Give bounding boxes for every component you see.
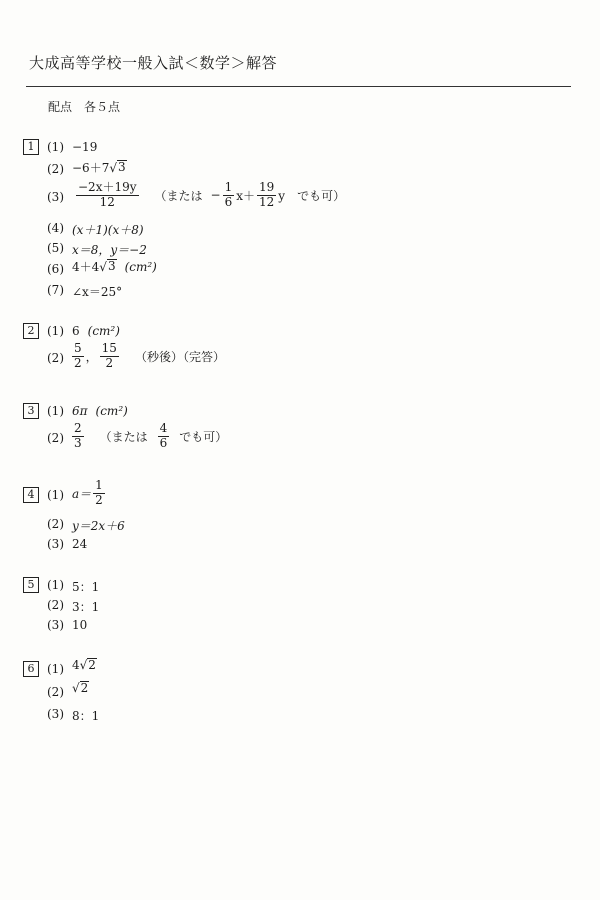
section-4-number: 4 (23, 487, 39, 503)
score-note: 配点 各５点 (48, 100, 121, 114)
q4-1-fraction: $\frac{1}{2}$ (95, 478, 103, 507)
q3-1-unit: (cm²) (95, 404, 128, 418)
q1-1-answer: −19 (72, 140, 98, 154)
q1-3-note-open: （または (154, 188, 203, 203)
page-title: 大成高等学校一般入試＜数学＞解答 (29, 54, 278, 72)
q6-3-answer: 8：1 (72, 709, 100, 723)
q3-2-fraction: $\frac{2}{3}$ (74, 421, 82, 450)
section-6-number: 6 (23, 661, 39, 677)
q1-6-answer (72, 258, 157, 275)
q1-3-mid: x＋ (236, 188, 256, 203)
q6-2-answer (72, 681, 89, 695)
q1-7-answer: ∠x＝25° (72, 285, 123, 299)
q2-2-sep: ， (85, 349, 98, 364)
q6-1-answer (72, 658, 97, 672)
q3-1-answer (72, 404, 128, 418)
q4-3-answer: 24 (72, 537, 88, 551)
q3-2-label: (2) (47, 431, 64, 445)
q5-3-answer: 10 (72, 618, 88, 632)
q6-3-label: (3) (47, 707, 64, 721)
section-1-number: 1 (23, 139, 39, 155)
q1-7-label: (7) (47, 283, 64, 297)
q1-6-prefix: 4＋4 (72, 260, 100, 274)
q1-3-frac-2: $\frac{19}{12}$ (259, 180, 275, 209)
section-2-number: 2 (23, 323, 39, 339)
q2-2-note: （秒後）（完答） (134, 349, 225, 364)
q1-2-label: (2) (47, 162, 64, 176)
q1-5-label: (5) (47, 241, 64, 255)
q4-3-label: (3) (47, 537, 64, 551)
q1-6-unit: (cm²) (124, 259, 157, 274)
q1-3-label: (3) (47, 190, 64, 204)
q5-1-label: (1) (47, 578, 64, 592)
q1-3-frac-1: $\frac{1}{6}$ (224, 180, 233, 209)
q1-3-answer: $\frac{-2x+19y}{12}$ （または − $\frac{1}{6}$ x＋ $\frac{19}{12}$ y でも可） (78, 180, 346, 209)
q4-2-answer: y＝2x＋6 (72, 519, 125, 533)
q6-1-label: (1) (47, 662, 64, 676)
q2-2-answer (70, 342, 225, 371)
section-3-number: 3 (23, 403, 39, 419)
q4-2-label: (2) (47, 517, 64, 531)
q4-1-answer (72, 479, 107, 508)
q5-3-label: (3) (47, 618, 64, 632)
q1-1-label: (1) (47, 140, 64, 154)
q1-5-answer: x＝8，y＝−2 (72, 243, 147, 257)
q6-1-prefix: 4 (72, 658, 80, 673)
q2-2-frac-1: $\frac{5}{2}$ (74, 341, 82, 370)
q1-4-label: (4) (47, 221, 64, 235)
q1-2-answer (72, 159, 127, 176)
q3-2-note-open: （または (99, 429, 148, 444)
q6-2-label: (2) (47, 685, 64, 699)
title-rule (26, 86, 571, 87)
q3-2-answer (70, 422, 227, 451)
q1-3-fraction: $\frac{-2x+19y}{12}$ (78, 180, 137, 209)
q2-1-label: (1) (47, 324, 64, 338)
q3-1-label: (1) (47, 404, 64, 418)
q1-4-answer: (x＋1)(x＋8) (72, 223, 144, 237)
sqrt-2: √ 2 (72, 681, 89, 696)
q1-2-prefix: −6＋7 (72, 161, 110, 175)
q3-2-alt-frac: $\frac{4}{6}$ (159, 421, 168, 450)
q4-1-prefix: a＝ (72, 486, 92, 501)
q2-2-frac-2: $\frac{15}{2}$ (101, 341, 117, 370)
q3-1-value: 6π (72, 404, 88, 418)
q2-1-unit: (cm²) (87, 324, 120, 338)
q3-2-note-close: でも可） (179, 429, 228, 444)
sqrt-3: √ 3 (99, 259, 116, 274)
q5-1-answer: 5：1 (72, 580, 100, 594)
q5-2-answer: 3：1 (72, 600, 100, 614)
sqrt-3: √ 3 (109, 160, 126, 175)
q1-3-note-close: y でも可） (278, 188, 346, 203)
q2-2-label: (2) (47, 351, 64, 365)
q2-1-value: 6 (72, 324, 80, 338)
q1-6-label: (6) (47, 262, 64, 276)
q4-1-label: (1) (47, 488, 64, 502)
q5-2-label: (2) (47, 598, 64, 612)
sqrt-2: √ 2 (79, 658, 96, 673)
section-5-number: 5 (23, 577, 39, 593)
q2-1-answer (72, 324, 120, 338)
